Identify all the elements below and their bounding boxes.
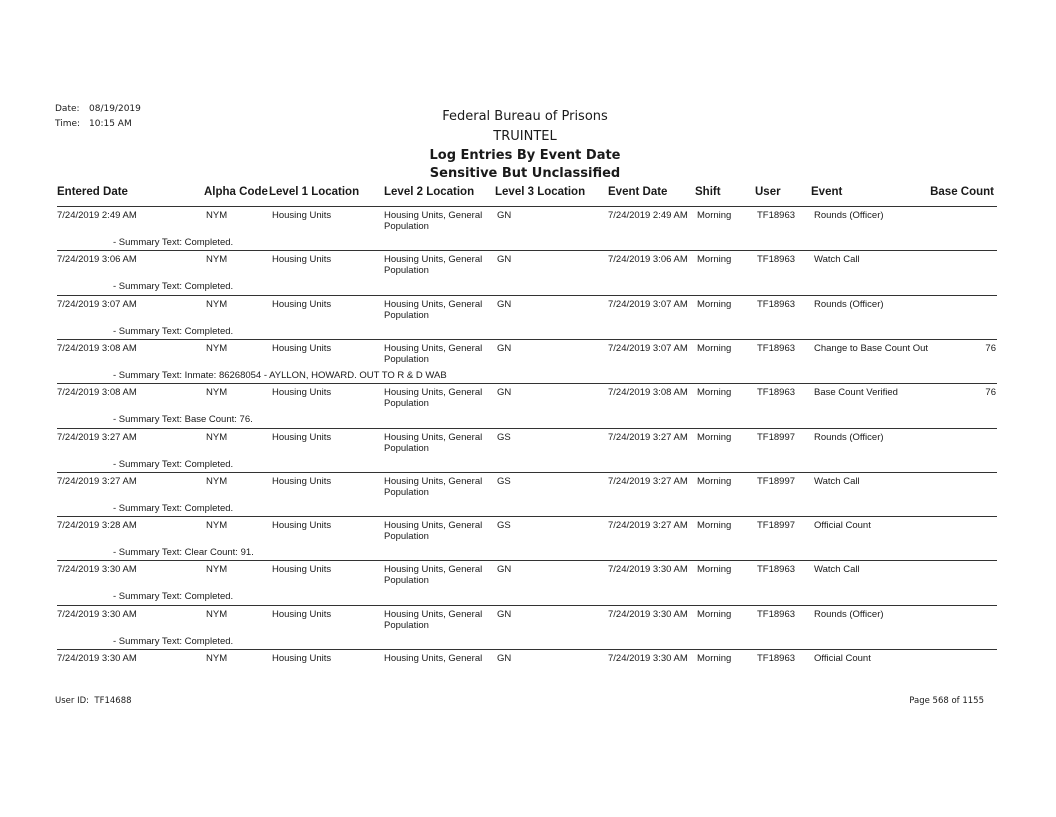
alpha-code-cell: NYM (206, 431, 228, 443)
user-cell: TF18963 (757, 210, 796, 221)
level1-cell: Housing Units (272, 298, 332, 310)
level3-cell: GN (497, 387, 512, 399)
level2-cell: Housing Units, General Population (384, 210, 483, 232)
event-date-cell: 7/24/2019 3:30 AM (608, 653, 688, 664)
level2-cell: Housing Units, General Population (384, 298, 483, 321)
row-divider (57, 605, 997, 606)
header-event-date: Event Date (608, 186, 668, 198)
level3-cell: GN (497, 254, 512, 266)
table-row (0, 210, 1056, 254)
level1-cell: Housing Units (272, 254, 332, 266)
alpha-code-cell: NYM (206, 210, 228, 221)
row-divider (57, 206, 997, 207)
level1-cell: Housing Units (272, 387, 332, 399)
row-divider (57, 250, 997, 251)
header-event: Event (811, 186, 843, 198)
entered-date-cell: 7/24/2019 3:30 AM (57, 564, 137, 576)
shift-cell: Morning (697, 298, 732, 310)
classification-title: Sensitive But Unclassified (429, 166, 621, 181)
event-date-cell: 7/24/2019 3:07 AM (608, 342, 688, 354)
time-label: Time: (55, 119, 81, 129)
event-date-cell: 7/24/2019 3:30 AM (608, 608, 688, 620)
row-divider (57, 383, 997, 384)
user-cell: TF18963 (757, 564, 796, 576)
user-id-value: TF14688 (94, 696, 132, 706)
event-date-cell: 7/24/2019 3:06 AM (608, 254, 688, 266)
alpha-code-cell: NYM (206, 475, 228, 487)
date-label: Date: (55, 104, 80, 114)
header-level1: Level 1 Location (269, 186, 360, 198)
level3-cell: GN (497, 653, 512, 664)
level3-cell: GN (497, 298, 512, 310)
entered-date-cell: 7/24/2019 2:49 AM (57, 210, 137, 221)
entered-date-cell: 7/24/2019 3:28 AM (57, 520, 137, 532)
level1-cell: Housing Units (272, 653, 332, 664)
row-divider (57, 472, 997, 473)
page-number: Page 568 of 1155 (909, 696, 984, 706)
agency-title: Federal Bureau of Prisons (442, 109, 608, 124)
event-date-cell: 7/24/2019 3:27 AM (608, 475, 688, 487)
level1-cell: Housing Units (272, 564, 332, 576)
event-cell: Rounds (Officer) (814, 298, 884, 310)
summary-text: - Summary Text: Inmate: 86268054 - AYLLON, HOWARD. OUT TO R & D WAB (113, 369, 447, 381)
user-cell: TF18963 (757, 387, 796, 399)
event-date-cell: 7/24/2019 2:49 AM (608, 210, 688, 221)
time-value: 10:15 AM (89, 119, 132, 129)
event-cell: Base Count Verified (814, 387, 898, 399)
base-count-cell: 76 (985, 387, 996, 399)
event-date-cell: 7/24/2019 3:08 AM (608, 387, 688, 399)
row-divider (57, 560, 997, 561)
date-value: 08/19/2019 (89, 104, 141, 114)
level1-cell: Housing Units (272, 475, 332, 487)
level2-cell: Housing Units, General Population (384, 254, 483, 277)
alpha-code-cell: NYM (206, 653, 228, 664)
user-cell: TF18963 (757, 342, 796, 354)
event-cell: Rounds (Officer) (814, 608, 884, 620)
system-title: TRUINTEL (493, 129, 557, 144)
table-row (0, 476, 1056, 520)
event-cell: Official Count (814, 520, 871, 532)
table-row (0, 254, 1056, 298)
summary-text: - Summary Text: Completed. (113, 458, 234, 470)
user-cell: TF18963 (757, 653, 796, 664)
entered-date-cell: 7/24/2019 3:27 AM (57, 431, 137, 443)
table-row (0, 564, 1056, 608)
row-divider (57, 339, 997, 340)
shift-cell: Morning (697, 475, 732, 487)
header-user: User (755, 186, 781, 198)
event-date-cell: 7/24/2019 3:27 AM (608, 431, 688, 443)
shift-cell: Morning (697, 608, 732, 620)
shift-cell: Morning (697, 387, 732, 399)
entered-date-cell: 7/24/2019 3:08 AM (57, 387, 137, 399)
alpha-code-cell: NYM (206, 387, 228, 399)
report-time (55, 119, 132, 129)
shift-cell: Morning (697, 653, 732, 664)
table-row (0, 387, 1056, 431)
summary-text: - Summary Text: Completed. (113, 502, 234, 514)
header-level3: Level 3 Location (495, 186, 586, 198)
entered-date-cell: 7/24/2019 3:08 AM (57, 342, 137, 354)
alpha-code-cell: NYM (206, 520, 228, 532)
level1-cell: Housing Units (272, 608, 332, 620)
level3-cell: GN (497, 342, 512, 354)
footer-user-id (55, 696, 132, 706)
level1-cell: Housing Units (272, 210, 332, 221)
shift-cell: Morning (697, 342, 732, 354)
user-cell: TF18963 (757, 298, 796, 310)
user-id-label: User ID: (55, 696, 89, 706)
level3-cell: GN (497, 608, 512, 620)
user-cell: TF18997 (757, 475, 796, 487)
row-divider (57, 649, 997, 650)
header-alpha-code: Alpha Code (204, 186, 268, 198)
summary-text: - Summary Text: Completed. (113, 281, 234, 293)
level2-cell: Housing Units, General Population (384, 608, 483, 631)
level1-cell: Housing Units (272, 342, 332, 354)
header-shift: Shift (695, 186, 721, 198)
level2-cell: Housing Units, General Population (384, 342, 483, 365)
shift-cell: Morning (697, 431, 732, 443)
table-row (0, 432, 1056, 476)
row-divider (57, 516, 997, 517)
level2-cell: Housing Units, General Population (384, 387, 483, 410)
event-cell: Official Count (814, 653, 871, 664)
user-cell: TF18963 (757, 254, 796, 266)
table-row (0, 653, 1056, 697)
entered-date-cell: 7/24/2019 3:06 AM (57, 254, 137, 266)
event-cell: Rounds (Officer) (814, 431, 884, 443)
table-row (0, 343, 1056, 387)
table-row (0, 299, 1056, 343)
level3-cell: GN (497, 210, 512, 221)
event-cell: Change to Base Count Out (814, 342, 929, 354)
event-date-cell: 7/24/2019 3:07 AM (608, 298, 688, 310)
entered-date-cell: 7/24/2019 3:30 AM (57, 608, 137, 620)
event-cell: Rounds (Officer) (814, 210, 884, 221)
shift-cell: Morning (697, 564, 732, 576)
entered-date-cell: 7/24/2019 3:30 AM (57, 653, 137, 664)
shift-cell: Morning (697, 520, 732, 532)
event-date-cell: 7/24/2019 3:27 AM (608, 520, 688, 532)
header-level2: Level 2 Location (384, 186, 475, 198)
summary-text: - Summary Text: Base Count: 76. (113, 414, 253, 426)
user-cell: TF18963 (757, 608, 796, 620)
level3-cell: GS (497, 431, 511, 443)
level2-cell: Housing Units, General Population (384, 431, 483, 454)
table-row (0, 520, 1056, 564)
summary-text: - Summary Text: Completed. (113, 237, 234, 248)
report-title: Log Entries By Event Date (429, 148, 621, 163)
alpha-code-cell: NYM (206, 254, 228, 266)
report-date (55, 104, 141, 114)
table-header (0, 186, 1056, 202)
level3-cell: GS (497, 520, 511, 532)
summary-text: - Summary Text: Completed. (113, 325, 234, 337)
shift-cell: Morning (697, 254, 732, 266)
event-cell: Watch Call (814, 564, 860, 576)
alpha-code-cell: NYM (206, 342, 228, 354)
row-divider (57, 428, 997, 429)
level2-cell: Housing Units, General Population (384, 564, 483, 587)
alpha-code-cell: NYM (206, 298, 228, 310)
level2-cell: Housing Units, General (384, 653, 483, 664)
base-count-cell: 76 (985, 342, 996, 354)
event-cell: Watch Call (814, 254, 860, 266)
summary-text: - Summary Text: Completed. (113, 591, 234, 603)
level3-cell: GS (497, 475, 511, 487)
user-cell: TF18997 (757, 520, 796, 532)
row-divider (57, 295, 997, 296)
summary-text: - Summary Text: Clear Count: 91. (113, 547, 254, 559)
level1-cell: Housing Units (272, 520, 332, 532)
shift-cell: Morning (697, 210, 732, 221)
header-entered-date: Entered Date (57, 186, 128, 198)
alpha-code-cell: NYM (206, 564, 228, 576)
user-cell: TF18997 (757, 431, 796, 443)
entered-date-cell: 7/24/2019 3:27 AM (57, 475, 137, 487)
level2-cell: Housing Units, General Population (384, 520, 483, 543)
table-row (0, 609, 1056, 653)
alpha-code-cell: NYM (206, 608, 228, 620)
level3-cell: GN (497, 564, 512, 576)
entered-date-cell: 7/24/2019 3:07 AM (57, 298, 137, 310)
level2-cell: Housing Units, General Population (384, 475, 483, 498)
level1-cell: Housing Units (272, 431, 332, 443)
event-date-cell: 7/24/2019 3:30 AM (608, 564, 688, 576)
event-cell: Watch Call (814, 475, 860, 487)
summary-text: - Summary Text: Completed. (113, 635, 234, 647)
header-base-count: Base Count (930, 186, 994, 198)
